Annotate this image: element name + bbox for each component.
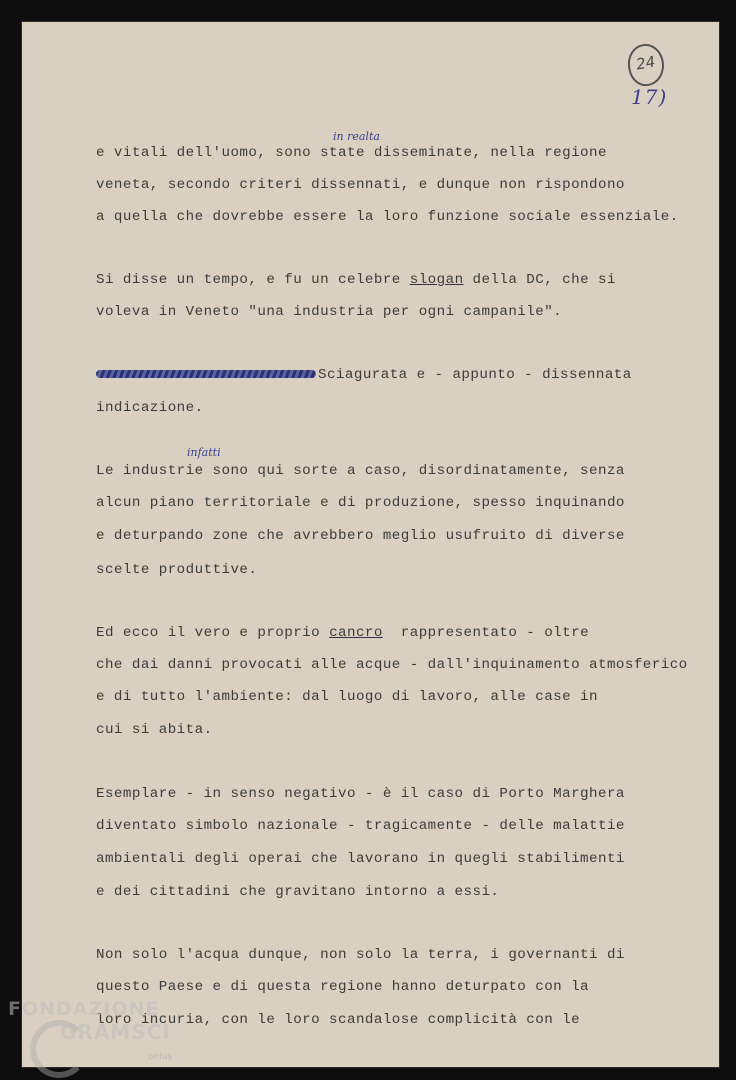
text-line: che dai danni provocati alle acque - dall'inquinamento atmosferico — [96, 657, 688, 673]
text-line: e deturpando zone che avrebbero meglio usufruito di diverse — [96, 528, 625, 544]
text-line: Le industrie sono qui sorte a caso, disordinatamente, senza — [96, 463, 625, 479]
text-line: e vitali dell'uomo, sono state disseminate, nella regione — [96, 145, 607, 161]
text-line: diventato simbolo nazionale - tragicamente - delle malattie — [96, 818, 625, 834]
text-line: questo Paese e di questa regione hanno deturpato con la — [96, 979, 590, 995]
text-span: della DC, che si — [463, 272, 616, 288]
text-line: a quella che dovrebbe essere la loro funzione sociale essenziale. — [96, 209, 679, 225]
text-span: Ed ecco il vero e proprio — [96, 625, 330, 641]
handwritten-note: infatti — [187, 446, 221, 459]
text-line: e di tutto l'ambiente: dal luogo di lavoro, alle case in — [96, 689, 598, 705]
text-line: loro incuria, con le loro scandalose complicità con le — [96, 1012, 581, 1028]
watermark-text: onlus — [148, 1052, 173, 1062]
text-line: Esemplare - in senso negativo - è il caso di Porto Marghera — [96, 786, 625, 802]
text-line: ambientali degli operai che lavorano in quegli stabilimenti — [96, 851, 625, 867]
text-line — [96, 272, 616, 288]
text-line: alcun piano territoriale e di produzione, spesso inquinando — [96, 495, 625, 511]
text-line: cui si abita. — [96, 722, 213, 738]
text-span: rappresentato - oltre — [382, 625, 590, 641]
underlined-word: slogan — [409, 272, 464, 288]
text-span: Si disse un tempo, e fu un celebre — [96, 272, 410, 288]
text-line: Non solo l'acqua dunque, non solo la terra, i governanti di — [96, 947, 625, 963]
text-line — [96, 625, 589, 641]
text-line: veneta, secondo criteri dissennati, e dunque non rispondono — [96, 177, 625, 193]
text-line: scelte produttive. — [96, 562, 258, 578]
page-number: 17) — [631, 85, 668, 109]
strikethrough-mark — [96, 370, 316, 378]
underlined-word: cancro — [329, 625, 383, 641]
handwritten-note: in realta — [333, 130, 380, 143]
text-line: voleva in Veneto "una industria per ogni campanile". — [96, 304, 563, 320]
watermark-text: GRAMSCI — [60, 1020, 171, 1044]
text-line — [96, 367, 632, 383]
text-span: Sciagurata e - appunto - dissennata — [318, 367, 632, 383]
text-line: indicazione. — [96, 400, 204, 416]
stamp-number: 24 — [634, 52, 657, 74]
watermark-text: FONDAZIONE — [8, 998, 160, 1020]
text-line: e dei cittadini che gravitano intorno a essi. — [96, 884, 500, 900]
